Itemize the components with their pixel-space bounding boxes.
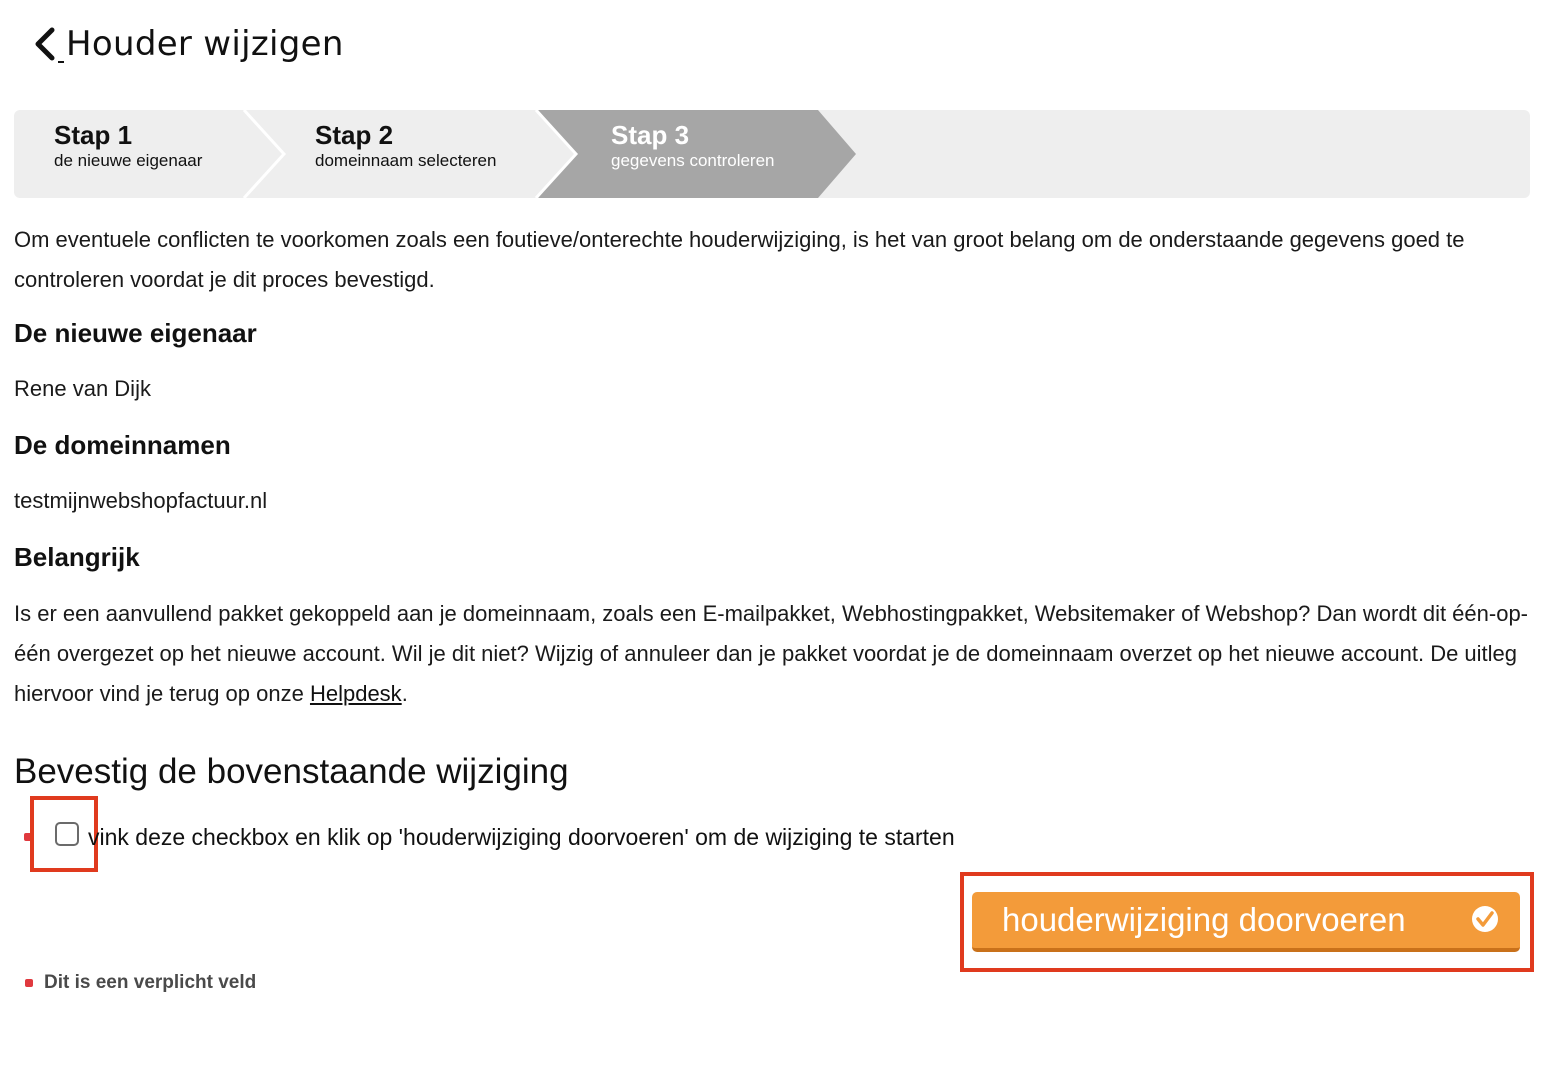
step-1	[54, 120, 202, 172]
step-separator	[244, 110, 284, 198]
important-text-end: .	[401, 681, 408, 706]
important-heading: Belangrijk	[14, 542, 140, 572]
confirm-heading: Bevestig de bovenstaande wijziging	[14, 752, 569, 791]
step-title: Stap 3	[611, 120, 690, 150]
back-link[interactable]	[30, 22, 344, 66]
intro-text: Om eventuele conflicten te voorkomen zoals een foutieve/onterechte houderwijziging, is het van groot belang om de onderstaande gegevens goed te controleren voordat je dit proces bevestigd.	[14, 227, 1465, 292]
step-3	[611, 120, 775, 172]
important-text-body: Is er een aanvullend pakket gekoppeld aan je domeinnaam, zoals een E-mailpakket, Webhostingpakket, Websitemaker of Webshop? Dan wordt dit één-op-één overgezet op het nieuwe account. Wil je dit niet? Wijzig of annuleer dan je pakket voordat je de domeinnaam overzet op het nieuwe account. De uitleg hiervoor vind je terug op onze	[14, 601, 1529, 706]
check-circle-icon	[1470, 904, 1500, 934]
chevron-left-icon[interactable]	[30, 22, 64, 66]
confirm-checkbox[interactable]	[55, 822, 79, 846]
helpdesk-link[interactable]: Helpdesk	[309, 681, 402, 706]
step-2	[315, 120, 496, 172]
new-owner-value: Rene van Dijk	[14, 376, 151, 401]
required-marker	[25, 979, 33, 987]
submit-button-label: houderwijziging doorvoeren	[1002, 901, 1406, 938]
step-subtitle: domeinnaam selecteren	[315, 151, 497, 170]
page-title: Houder wijzigen	[66, 24, 344, 64]
step-title: Stap 2	[315, 120, 394, 150]
domains-value: testmijnwebshopfactuur.nl	[14, 488, 268, 513]
domains-heading: De domeinnamen	[14, 430, 231, 460]
confirm-checkbox-label[interactable]: vink deze checkbox en klik op 'houderwijziging doorvoeren' om de wijziging te starten	[88, 824, 955, 850]
required-note: Dit is een verplicht veld	[44, 972, 257, 993]
submit-button[interactable]	[972, 892, 1520, 952]
stepper	[14, 110, 1530, 198]
important-text	[14, 594, 1539, 714]
step-title: Stap 1	[54, 120, 133, 150]
new-owner-heading: De nieuwe eigenaar	[14, 318, 257, 348]
step-subtitle: gegevens controleren	[611, 151, 775, 170]
step-subtitle: de nieuwe eigenaar	[54, 151, 203, 170]
